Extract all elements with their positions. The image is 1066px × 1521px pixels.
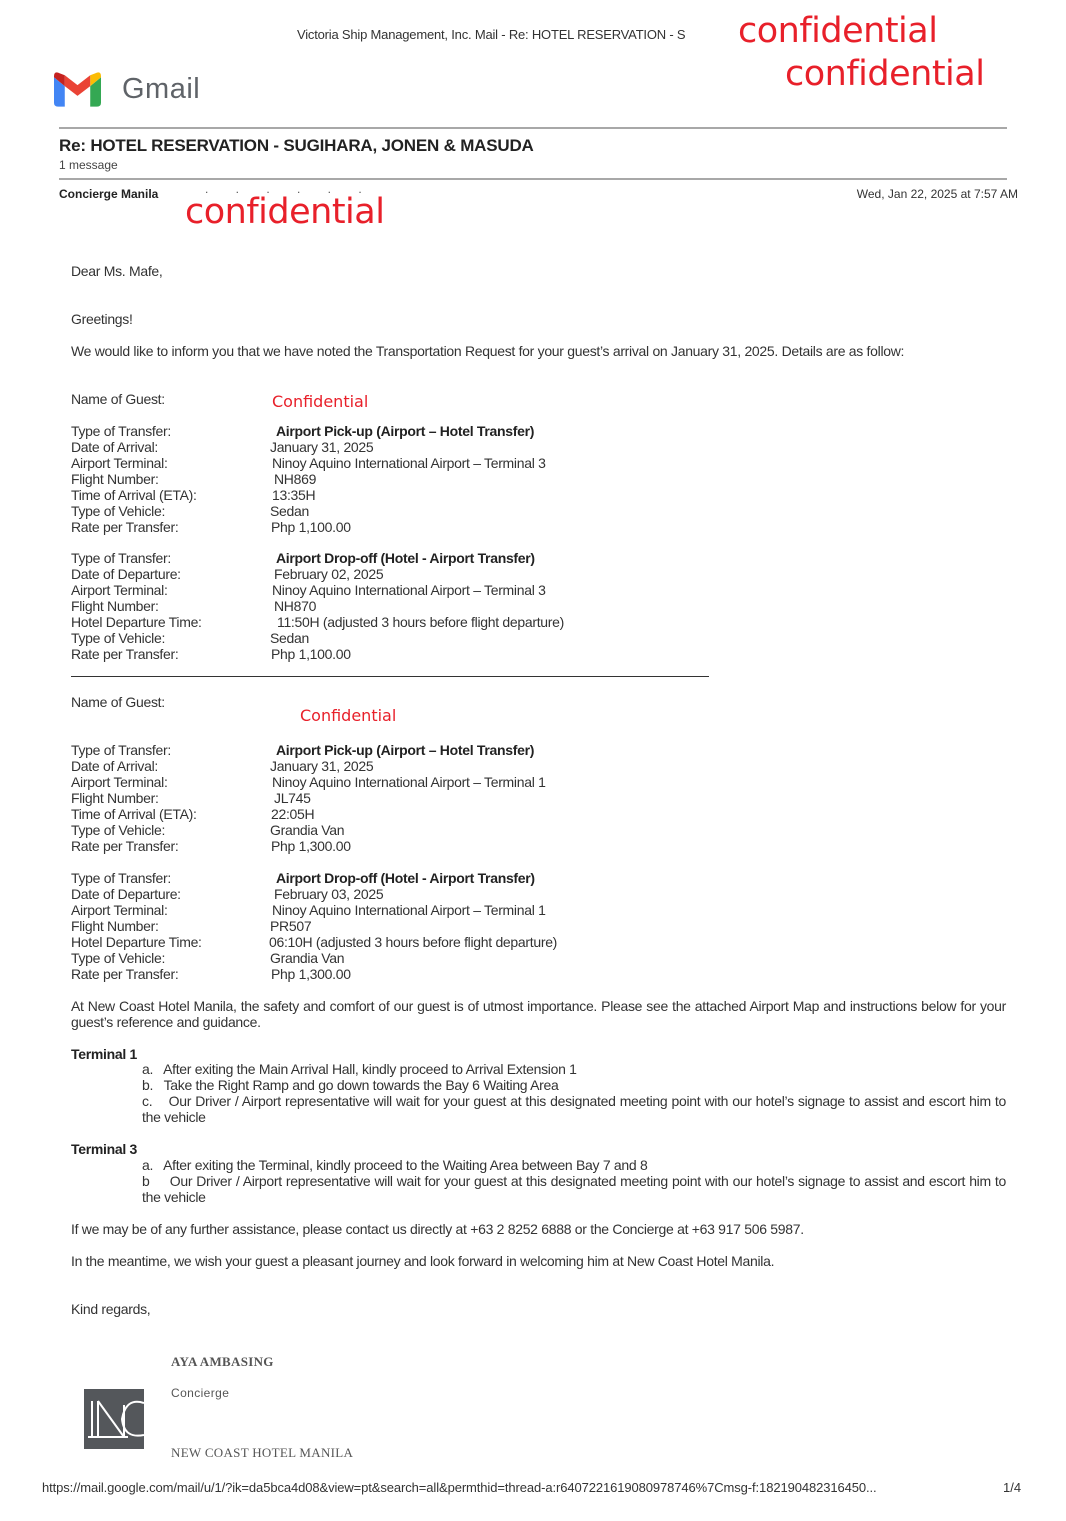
detail-label: Hotel Departure Time:: [71, 934, 202, 950]
guest-name-redacted: Confidential: [300, 706, 397, 725]
page-number: 1/4: [1003, 1480, 1022, 1495]
detail-value: Grandia Van: [270, 822, 345, 838]
detail-value: NH869: [274, 471, 317, 487]
guest-name-label: Name of Guest:: [71, 694, 165, 710]
detail-value: Php 1,300.00: [271, 966, 351, 982]
hotel-logo: [84, 1389, 144, 1449]
print-page-title: Victoria Ship Management, Inc. Mail - Re: HOTEL RESERVATION - S: [297, 27, 686, 42]
message-count: 1 message: [59, 158, 118, 172]
divider: [59, 127, 1007, 129]
detail-label: Flight Number:: [71, 598, 159, 614]
safety-paragraph: At New Coast Hotel Manila, the safety and comfort of our guest is of utmost importance. Please see the attached Airport Map and instructions below for your guest’s reference and guidance.: [71, 998, 1006, 1030]
detail-label: Type of Transfer:: [71, 550, 171, 566]
sign-off: Kind regards,: [71, 1301, 151, 1317]
detail-value: January 31, 2025: [270, 439, 374, 455]
detail-value: Php 1,100.00: [271, 646, 351, 662]
detail-value: Ninoy Aquino International Airport – Terminal 3: [272, 582, 546, 598]
terminal-step: a. After exiting the Terminal, kindly proceed to the Waiting Area between Bay 7 and 8: [142, 1157, 648, 1173]
detail-label: Date of Arrival:: [71, 439, 159, 455]
detail-label: Rate per Transfer:: [71, 966, 179, 982]
terminal-step: b Our Driver / Airport representative will wait for your guest at this designated meeting point with our hotel’s signage to assist and escort him to the vehicle: [142, 1173, 1006, 1205]
gmail-m-icon: [54, 70, 101, 108]
detail-label: Date of Departure:: [71, 566, 181, 582]
detail-value: PR507: [270, 918, 312, 934]
terminal-step: c. Our Driver / Airport representative will wait for your guest at this designated meeting point with our hotel’s signage to assist and escort him to the vehicle: [142, 1093, 1006, 1125]
detail-value: Ninoy Aquino International Airport – Terminal 1: [272, 902, 546, 918]
terminal-steps: [142, 1157, 1006, 1205]
detail-label: Type of Transfer:: [71, 870, 171, 886]
detail-label: Type of Vehicle:: [71, 950, 166, 966]
detail-label: Airport Terminal:: [71, 774, 168, 790]
detail-label: Type of Transfer:: [71, 423, 171, 439]
detail-label: Rate per Transfer:: [71, 838, 179, 854]
redaction-label: confidential: [185, 192, 385, 232]
redaction-label: confidential: [785, 54, 985, 94]
detail-label: Type of Vehicle:: [71, 822, 166, 838]
detail-label: Type of Vehicle:: [71, 503, 166, 519]
terminal-steps: [142, 1061, 1006, 1125]
guest-name-label: Name of Guest:: [71, 391, 165, 407]
thread-subject: Re: HOTEL RESERVATION - SUGIHARA, JONEN & MASUDA: [59, 136, 534, 155]
detail-label: Rate per Transfer:: [71, 519, 179, 535]
detail-label: Rate per Transfer:: [71, 646, 179, 662]
detail-value: Php 1,300.00: [271, 838, 351, 854]
detail-label: Hotel Departure Time:: [71, 614, 202, 630]
detail-value: Ninoy Aquino International Airport – Terminal 3: [272, 455, 546, 471]
detail-label: Time of Arrival (ETA):: [71, 487, 197, 503]
closing-paragraph: In the meantime, we wish your guest a pleasant journey and look forward in welcoming him at New Coast Hotel Manila.: [71, 1253, 775, 1269]
detail-value: 06:10H (adjusted 3 hours before flight departure): [269, 934, 558, 950]
page-url[interactable]: https://mail.google.com/mail/u/1/?ik=da5bca4d08&view=pt&search=all&permthid=thread-a:r6407221619080978746%7Cmsg-f:182190482316450...: [42, 1480, 877, 1495]
detail-value: Sedan: [270, 630, 309, 646]
terminal-step: a. After exiting the Main Arrival Hall, kindly proceed to Arrival Extension 1: [142, 1061, 577, 1077]
detail-label: Time of Arrival (ETA):: [71, 806, 197, 822]
terminal-step: b. Take the Right Ramp and go down towards the Bay 6 Waiting Area: [142, 1077, 559, 1093]
detail-value: February 03, 2025: [274, 886, 384, 902]
detail-value: Airport Pick-up (Airport – Hotel Transfer): [276, 423, 535, 439]
gmail-logo: [54, 70, 200, 108]
divider: [59, 178, 1007, 180]
detail-value: Ninoy Aquino International Airport – Terminal 1: [272, 774, 546, 790]
detail-value: Php 1,100.00: [271, 519, 351, 535]
detail-label: Flight Number:: [71, 918, 159, 934]
greeting: Dear Ms. Mafe,: [71, 263, 163, 279]
detail-value: 22:05H: [271, 806, 315, 822]
signature-role: Concierge: [171, 1386, 230, 1400]
detail-label: Flight Number:: [71, 790, 159, 806]
terminal-heading: Terminal 1: [71, 1046, 137, 1062]
detail-label: Airport Terminal:: [71, 582, 168, 598]
redaction-label: confidential: [738, 11, 938, 51]
terminal-heading: Terminal 3: [71, 1141, 137, 1157]
detail-label: Airport Terminal:: [71, 902, 168, 918]
signature-name: AYA AMBASING: [171, 1354, 274, 1369]
guest-name-redacted: Confidential: [272, 392, 369, 411]
detail-value: Airport Pick-up (Airport – Hotel Transfer): [276, 742, 535, 758]
gmail-wordmark: Gmail: [122, 72, 201, 105]
greetings-line: Greetings!: [71, 311, 133, 327]
signature-hotel: NEW COAST HOTEL MANILA: [171, 1445, 354, 1460]
intro-paragraph: We would like to inform you that we have noted the Transportation Request for your guest’s arrival on January 31, 2025. Details are as follow:: [71, 343, 905, 359]
nc-monogram-icon: [84, 1389, 144, 1449]
detail-value: 11:50H (adjusted 3 hours before flight departure): [277, 614, 565, 630]
detail-value: Sedan: [270, 503, 309, 519]
detail-value: 13:35H: [272, 487, 316, 503]
guest-separator-line: [71, 676, 709, 677]
detail-value: January 31, 2025: [270, 758, 374, 774]
sender-address-redacted: . . . . . .: [205, 182, 374, 196]
detail-value: Grandia Van: [270, 950, 345, 966]
detail-value: Airport Drop-off (Hotel - Airport Transfer): [276, 550, 535, 566]
detail-value: NH870: [274, 598, 317, 614]
detail-label: Airport Terminal:: [71, 455, 168, 471]
sender-name: Concierge Manila: [59, 187, 159, 201]
detail-label: Type of Vehicle:: [71, 630, 166, 646]
detail-label: Date of Departure:: [71, 886, 181, 902]
detail-value: Airport Drop-off (Hotel - Airport Transfer): [276, 870, 535, 886]
message-date: Wed, Jan 22, 2025 at 7:57 AM: [856, 187, 1018, 201]
detail-value: JL745: [274, 790, 311, 806]
detail-value: February 02, 2025: [274, 566, 384, 582]
contact-paragraph: If we may be of any further assistance, please contact us directly at +63 2 8252 6888 or the Concierge at +63 917 506 5987.: [71, 1221, 804, 1237]
detail-label: Flight Number:: [71, 471, 159, 487]
detail-label: Type of Transfer:: [71, 742, 171, 758]
detail-label: Date of Arrival:: [71, 758, 159, 774]
